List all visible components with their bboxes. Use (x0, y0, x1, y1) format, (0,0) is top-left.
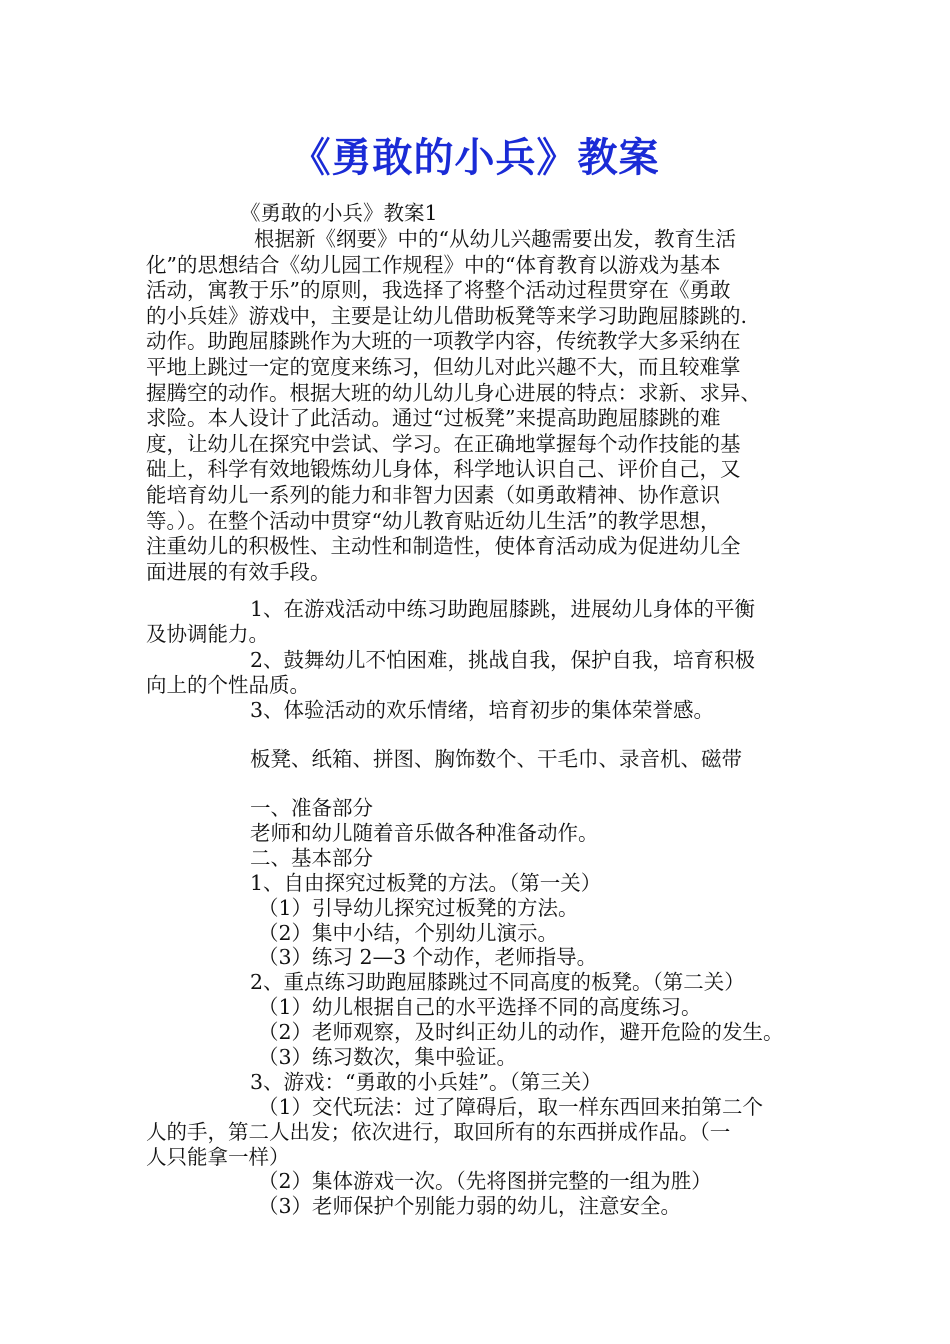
step-2-a: （1）幼儿根据自己的水平选择不同的高度练习。 (258, 995, 702, 1019)
step-3-a-line-1: （1）交代玩法：过了障碍后，取一样东西回来拍第二个 (258, 1095, 764, 1119)
section-1-text: 老师和幼儿随着音乐做各种准备动作。 (250, 821, 599, 845)
intro-line: 等。）。在整个活动中贯穿“幼儿教育贴近幼儿生活”的教学思想， (146, 508, 721, 533)
materials: 板凳、纸箱、拼图、胸饰数个、干毛巾、录音机、磁带 (250, 747, 742, 771)
intro-line: 能培育幼儿一系列的能力和非智力因素（如勇敢精神、协作意识 (146, 482, 720, 507)
step-3-a-line-2: 人的手，第二人出发；依次进行，取回所有的东西拼成作品。（一 (146, 1120, 731, 1144)
intro-line: 度，让幼儿在探究中尝试、学习。在正确地掌握每个动作技能的基 (146, 431, 741, 456)
section-2-heading: 二、基本部分 (250, 846, 373, 870)
intro-line: 础上，科学有效地锻炼幼儿身体，科学地认识自己、评价自己，又 (146, 457, 741, 482)
intro-line: 的小兵娃》游戏中，主要是让幼儿借助板凳等来学习助跑屈膝跳的. (146, 303, 748, 328)
step-1-b: （2）集中小结，个别幼儿演示。 (258, 921, 559, 945)
intro-line: 平地上跳过一定的宽度来练习，但幼儿对此兴趣不大，而且较难掌 (146, 354, 741, 379)
intro-line: 动作。助跑屈膝跳作为大班的一项教学内容，传统教学大多采纳在 (146, 329, 741, 354)
step-1-a: （1）引导幼儿探究过板凳的方法。 (258, 896, 579, 920)
section-1-heading: 一、准备部分 (250, 796, 373, 820)
goal-3: 3、体验活动的欢乐情绪，培育初步的集体荣誉感。 (250, 698, 715, 722)
subtitle: 《勇敢的小兵》教案1 (240, 201, 438, 225)
step-2: 2、重点练习助跑屈膝跳过不同高度的板凳。（第二关） (250, 970, 745, 994)
step-3: 3、游戏：“勇敢的小兵娃”。（第三关） (250, 1070, 602, 1094)
intro-line: 面进展的有效手段。 (146, 559, 331, 584)
intro-line: 化”的思想结合《幼儿园工作规程》中的“体育教育以游戏为基本 (146, 252, 721, 277)
step-1-c: （3）练习 2—3 个动作，老师指导。 (258, 945, 598, 969)
step-3-a-line-3: 人只能拿一样） (146, 1145, 290, 1169)
step-3-c: （3）老师保护个别能力弱的幼儿，注意安全。 (258, 1194, 682, 1218)
page-title: 《勇敢的小兵》教案 (290, 135, 660, 181)
intro-line: 活动，寓教于乐”的原则，我选择了将整个活动过程贯穿在《勇敢 (146, 278, 731, 303)
intro-line: 求险。本人设计了此活动。通过“过板凳”来提高助跑屈膝跳的难 (146, 406, 721, 431)
step-2-b: （2）老师观察，及时纠正幼儿的动作，避开危险的发生。 (258, 1020, 784, 1044)
intro-line: 握腾空的动作。根据大班的幼儿幼儿身心进展的特点：求新、求异、 (146, 380, 761, 405)
goal-1-line-2: 及协调能力。 (146, 622, 269, 646)
intro-paragraph (146, 227, 811, 585)
intro-line: 根据新《纲要》中的“从幼儿兴趣需要出发，教育生活 (254, 227, 736, 251)
step-1: 1、自由探究过板凳的方法。（第一关） (250, 871, 602, 895)
goal-2-line-2: 向上的个性品质。 (146, 673, 310, 697)
step-2-c: （3）练习数次，集中验证。 (258, 1045, 518, 1069)
goal-2-line-1: 2、鼓舞幼儿不怕困难，挑战自我，保护自我，培育积极 (250, 648, 756, 672)
goal-1-line-1: 1、在游戏活动中练习助跑屈膝跳，进展幼儿身体的平衡 (250, 597, 756, 621)
step-3-b: （2）集体游戏一次。（先将图拼完整的一组为胜） (258, 1169, 712, 1193)
intro-line: 注重幼儿的积极性、主动性和制造性，使体育活动成为促进幼儿全 (146, 534, 741, 559)
